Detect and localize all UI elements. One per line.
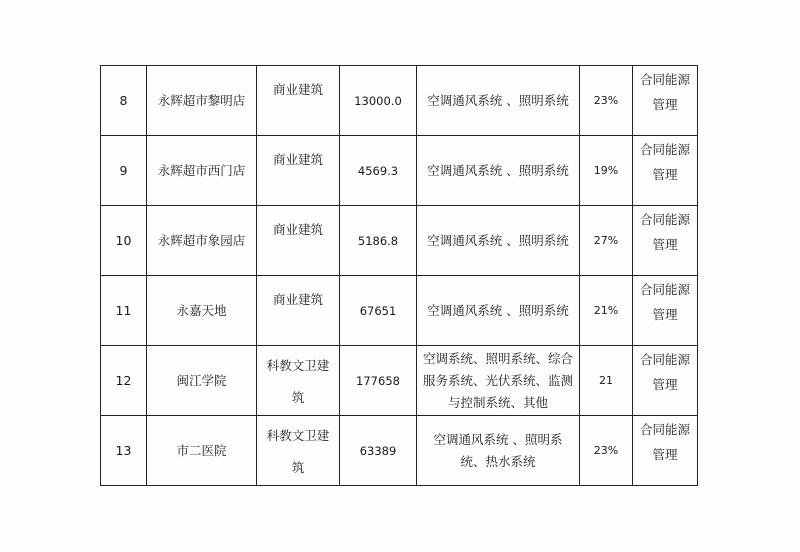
building-type-cell xyxy=(257,346,340,416)
management-mode-cell xyxy=(633,416,698,486)
type-line: 科教文卫建 xyxy=(266,428,330,443)
systems-line: 空调通风系统 、照明系 xyxy=(433,431,563,447)
mode-line: 合同能源 xyxy=(639,352,690,367)
mode-line: 管理 xyxy=(652,377,678,392)
systems-line: 空调系统、照明系统、综合 xyxy=(422,350,573,366)
mode-line: 合同能源 xyxy=(639,212,690,227)
project-name-cell: 市二医院 xyxy=(147,416,257,486)
systems-line: 空调通风系统 、照明系统 xyxy=(427,232,569,248)
area-cell: 63389 xyxy=(340,416,417,486)
type-line: 科教文卫建 xyxy=(266,358,330,373)
row-number-cell: 9 xyxy=(101,136,147,206)
building-type-cell xyxy=(257,66,340,136)
table-row xyxy=(101,416,698,486)
type-line: 商业建筑 xyxy=(272,222,323,237)
systems-cell xyxy=(417,276,580,346)
project-name-cell: 闽江学院 xyxy=(147,346,257,416)
area-cell: 177658 xyxy=(340,346,417,416)
management-mode-cell xyxy=(633,276,698,346)
mode-line: 管理 xyxy=(652,447,678,462)
building-type-cell xyxy=(257,416,340,486)
systems-line: 空调通风系统 、照明系统 xyxy=(427,92,569,108)
table-row xyxy=(101,66,698,136)
area-cell: 13000.0 xyxy=(340,66,417,136)
project-name-cell: 永辉超市象园店 xyxy=(147,206,257,276)
type-line: 筑 xyxy=(291,390,305,405)
systems-cell xyxy=(417,206,580,276)
project-name-cell: 永辉超市黎明店 xyxy=(147,66,257,136)
project-table xyxy=(100,65,698,486)
type-line: 商业建筑 xyxy=(272,292,323,307)
project-name-cell: 永辉超市西门店 xyxy=(147,136,257,206)
mode-line: 合同能源 xyxy=(639,282,690,297)
systems-cell xyxy=(417,346,580,416)
type-line: 商业建筑 xyxy=(272,82,323,97)
systems-line: 空调通风系统 、照明系统 xyxy=(427,302,569,318)
mode-line: 管理 xyxy=(652,237,678,252)
systems-line: 服务系统、光伏系统、监测 xyxy=(422,372,573,388)
project-name-cell: 永嘉天地 xyxy=(147,276,257,346)
mode-line: 管理 xyxy=(652,307,678,322)
management-mode-cell xyxy=(633,136,698,206)
systems-cell xyxy=(417,416,580,486)
type-line: 商业建筑 xyxy=(272,152,323,167)
management-mode-cell xyxy=(633,66,698,136)
saving-rate-cell: 19% xyxy=(580,136,633,206)
mode-line: 合同能源 xyxy=(639,142,690,157)
building-type-cell xyxy=(257,276,340,346)
saving-rate-cell: 23% xyxy=(580,416,633,486)
table-row xyxy=(101,206,698,276)
row-number-cell: 13 xyxy=(101,416,147,486)
area-cell: 4569.3 xyxy=(340,136,417,206)
systems-line: 空调通风系统 、照明系统 xyxy=(427,162,569,178)
systems-cell xyxy=(417,66,580,136)
systems-cell xyxy=(417,136,580,206)
saving-rate-cell: 21% xyxy=(580,276,633,346)
building-type-cell xyxy=(257,206,340,276)
type-line: 筑 xyxy=(291,460,305,475)
systems-line: 统、热水系统 xyxy=(460,453,536,469)
management-mode-cell xyxy=(633,206,698,276)
management-mode-cell xyxy=(633,346,698,416)
saving-rate-cell: 21 xyxy=(580,346,633,416)
row-number-cell: 12 xyxy=(101,346,147,416)
area-cell: 67651 xyxy=(340,276,417,346)
systems-line: 与控制系统、其他 xyxy=(447,394,548,410)
building-type-cell xyxy=(257,136,340,206)
mode-line: 合同能源 xyxy=(639,72,690,87)
mode-line: 管理 xyxy=(652,167,678,182)
table-row xyxy=(101,276,698,346)
mode-line: 合同能源 xyxy=(639,422,690,437)
row-number-cell: 8 xyxy=(101,66,147,136)
area-cell: 5186.8 xyxy=(340,206,417,276)
table-row xyxy=(101,346,698,416)
saving-rate-cell: 27% xyxy=(580,206,633,276)
saving-rate-cell: 23% xyxy=(580,66,633,136)
table-row xyxy=(101,136,698,206)
mode-line: 管理 xyxy=(652,97,678,112)
row-number-cell: 11 xyxy=(101,276,147,346)
row-number-cell: 10 xyxy=(101,206,147,276)
